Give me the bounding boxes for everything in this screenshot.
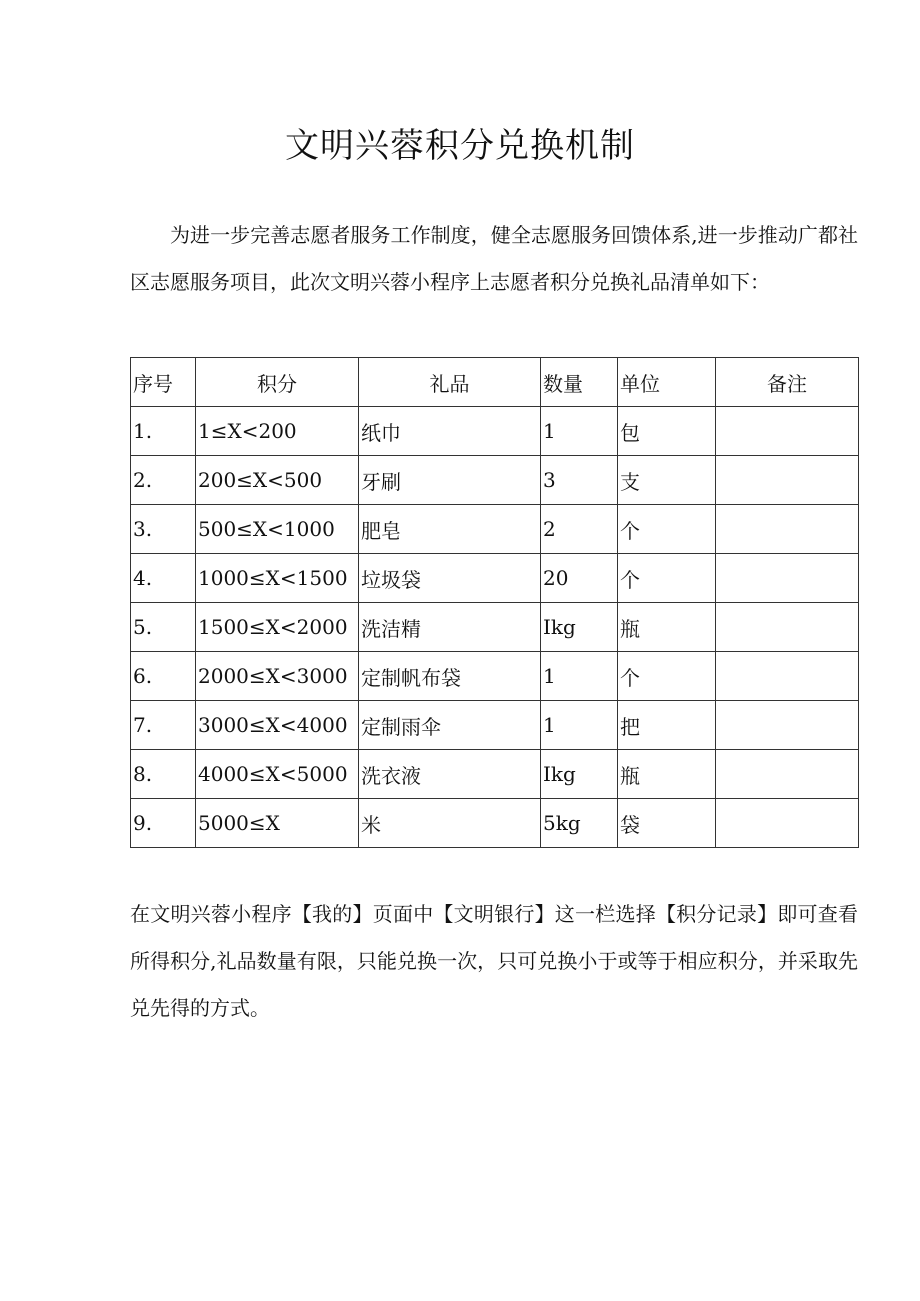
table-row [131,505,859,554]
row-quantity: 2 [541,505,618,554]
row-index: 9. [131,799,196,848]
header-quantity: 数量 [541,358,618,407]
row-gift: 洗衣液 [359,750,541,799]
row-remarks [716,505,859,554]
row-points: 1500≤X<2000 [196,603,359,652]
row-unit: 把 [618,701,716,750]
header-index: 序号 [131,358,196,407]
row-remarks [716,652,859,701]
table-row [131,799,859,848]
table-row [131,750,859,799]
table-row [131,603,859,652]
row-quantity: 3 [541,456,618,505]
row-points: 2000≤X<3000 [196,652,359,701]
row-quantity: 5kg [541,799,618,848]
row-remarks [716,603,859,652]
row-remarks [716,799,859,848]
row-unit: 个 [618,652,716,701]
row-unit: 个 [618,554,716,603]
row-quantity: 1 [541,701,618,750]
header-points: 积分 [196,358,359,407]
row-points: 3000≤X<4000 [196,701,359,750]
table-row [131,554,859,603]
row-points: 4000≤X<5000 [196,750,359,799]
row-points: 200≤X<500 [196,456,359,505]
row-gift: 牙刷 [359,456,541,505]
row-index: 4. [131,554,196,603]
row-index: 2. [131,456,196,505]
row-gift: 定制雨伞 [359,701,541,750]
row-unit: 袋 [618,799,716,848]
row-unit: 个 [618,505,716,554]
row-index: 3. [131,505,196,554]
row-remarks [716,750,859,799]
intro-paragraph: 为进一步完善志愿者服务工作制度，健全志愿服务回馈体系,进一步推动广都社区志愿服务项目，此次文明兴蓉小程序上志愿者积分兑换礼品清单如下： [130,223,858,294]
row-remarks [716,456,859,505]
row-gift: 洗洁精 [359,603,541,652]
row-gift: 肥皂 [359,505,541,554]
header-gift: 礼品 [359,358,541,407]
header-unit: 单位 [618,358,716,407]
row-quantity: Ikg [541,750,618,799]
row-points: 5000≤X [196,799,359,848]
row-unit: 瓶 [618,603,716,652]
row-points: 1000≤X<1500 [196,554,359,603]
page-title: 文明兴蓉积分兑换机制 [285,126,635,166]
table-row [131,456,859,505]
points-exchange-table [130,357,859,848]
row-index: 8. [131,750,196,799]
outro-paragraph: 在文明兴蓉小程序【我的】页面中【文明银行】这一栏选择【积分记录】即可查看所得积分,礼品数量有限，只能兑换一次，只可兑换小于或等于相应积分，并采取先兑先得的方式。 [130,902,858,1020]
row-index: 1. [131,407,196,456]
row-points: 500≤X<1000 [196,505,359,554]
row-index: 7. [131,701,196,750]
row-index: 6. [131,652,196,701]
row-remarks [716,407,859,456]
row-quantity: 1 [541,407,618,456]
row-quantity: Ikg [541,603,618,652]
row-gift: 垃圾袋 [359,554,541,603]
row-unit: 包 [618,407,716,456]
row-quantity: 1 [541,652,618,701]
header-remarks: 备注 [716,358,859,407]
row-unit: 支 [618,456,716,505]
row-unit: 瓶 [618,750,716,799]
row-remarks [716,554,859,603]
row-index: 5. [131,603,196,652]
row-gift: 米 [359,799,541,848]
row-gift: 定制帆布袋 [359,652,541,701]
table-row [131,701,859,750]
row-remarks [716,701,859,750]
row-points: 1≤X<200 [196,407,359,456]
table-row [131,652,859,701]
table-row [131,407,859,456]
row-gift: 纸巾 [359,407,541,456]
table-header-row [131,358,859,407]
row-quantity: 20 [541,554,618,603]
